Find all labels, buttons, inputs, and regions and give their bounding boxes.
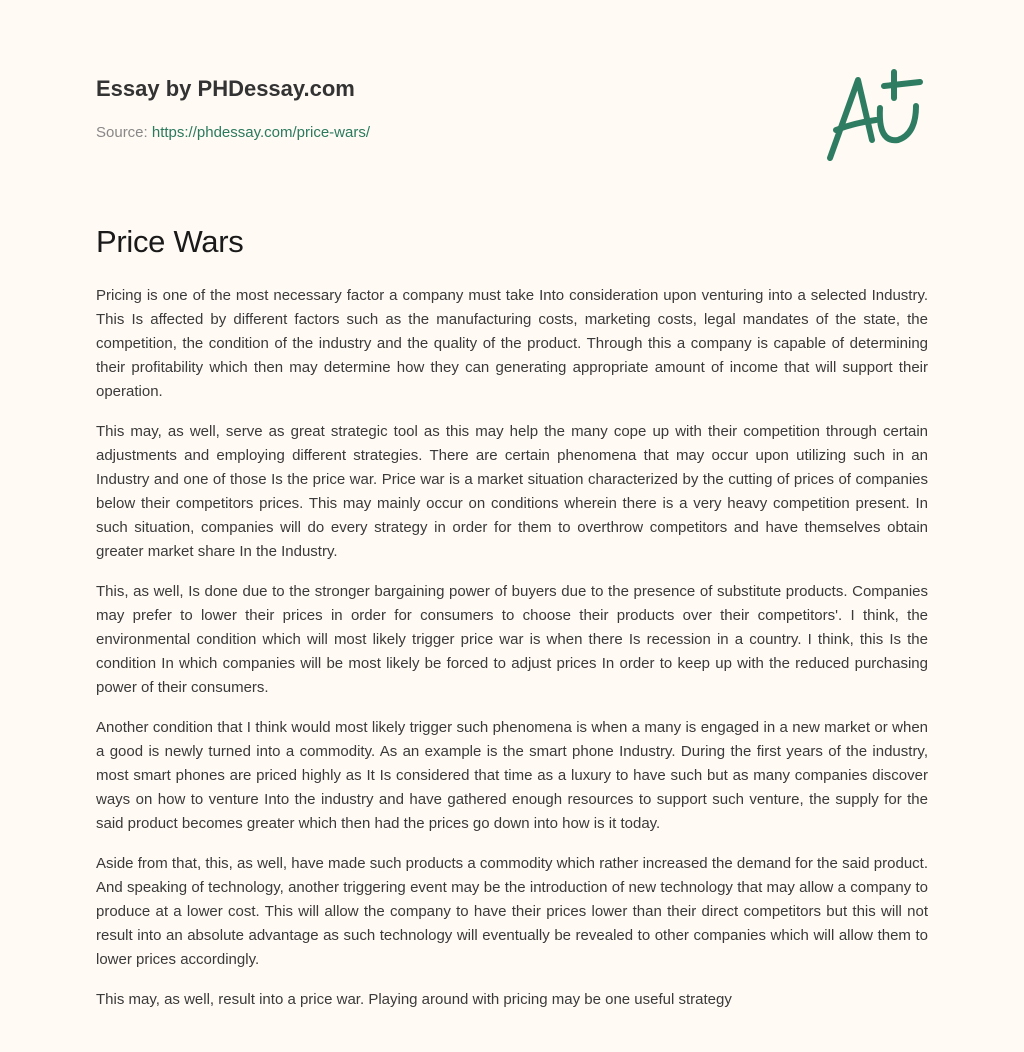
- source-link[interactable]: https://phdessay.com/price-wars/: [151, 124, 371, 141]
- page-title: Price Wars: [96, 224, 244, 259]
- essay-body: [96, 284, 928, 1028]
- source-line: [96, 124, 370, 141]
- paragraph: This may, as well, result into a price war. Playing around with pricing may be one useful strategy: [96, 991, 732, 1008]
- paragraph: This may, as well, serve as great strategic tool as this may help the many cope up with their competition through certain adjustments and employing different strategies. There are certain phenomena that may occur upon utilizing such in an Industry and one of those Is the price war. Price war is a market situation characterized by the cutting of prices of companies below their competitors prices. This may mainly occur on conditions wherein there is a very heavy competition present. In such situation, companies will do every strategy in order for them to overthrow competitors and have themselves obtain greater market share In the Industry.: [96, 423, 928, 560]
- a-plus-logo-icon: [820, 68, 930, 168]
- site-brand: Essay by PHDessay.com: [96, 76, 355, 101]
- paragraph: This, as well, Is done due to the stronger bargaining power of buyers due to the presence of substitute products. Companies may prefer to lower their prices in order for consumers to choose their products over their competitors'. I think, the environmental condition which will most likely trigger price war is when there Is recession in a country. I think, this Is the condition In which companies will be most likely be forced to adjust prices In order to keep up with the reduced purchasing power of their consumers.: [96, 583, 928, 696]
- paragraph: Another condition that I think would most likely trigger such phenomena is when a many is engaged in a new market or when a good is newly turned into a commodity. As an example is the smart phone Industry. During the first years of the industry, most smart phones are priced highly as It Is considered that time as a luxury to have such but as many companies discover ways on how to venture Into the industry and have gathered enough resources to support such venture, the supply for the said product becomes greater which then had the prices go down into how is it today.: [96, 719, 928, 832]
- paragraph: Aside from that, this, as well, have made such products a commodity which rather increased the demand for the said product. And speaking of technology, another triggering event may be the introduction of new technology that may allow a company to produce at a lower cost. This will allow the company to have their prices lower than their direct competitors but this will not result into an absolute advantage as such technology will eventually be revealed to other companies which will allow them to lower prices accordingly.: [96, 855, 928, 968]
- source-label: Source:: [96, 124, 148, 141]
- paragraph: Pricing is one of the most necessary factor a company must take Into consideration upon venturing into a selected Industry. This Is affected by different factors such as the manufacturing costs, marketing costs, legal mandates of the state, the competition, the condition of the industry and the quality of the product. Through this a company is capable of determining their profitability which then may determine how they can generating appropriate amount of income that will support their operation.: [96, 287, 928, 400]
